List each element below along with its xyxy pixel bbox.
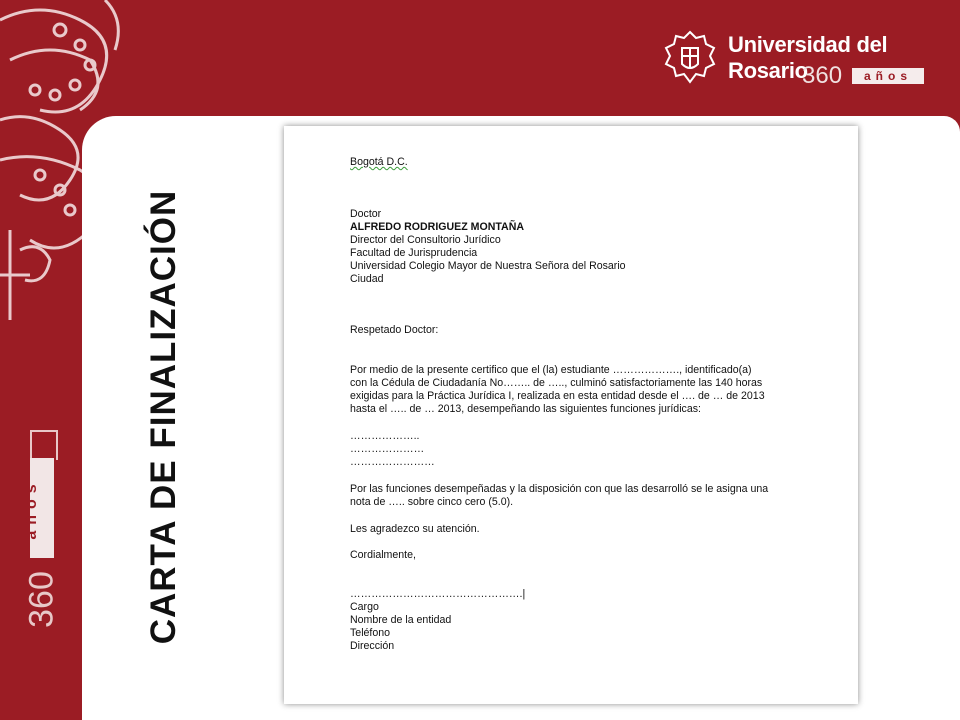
- body-line: Por las funciones desempeñadas y la disposición con que las desarrolló se le asigna una: [350, 483, 769, 495]
- brand-number: 360: [802, 62, 843, 89]
- side-360-logo: [22, 430, 62, 628]
- addressee-line: Universidad Colegio Mayor de Nuestra Señora del Rosario: [350, 260, 626, 272]
- body-line: exigidas para la Práctica Jurídica I, realizada en esta entidad desde el …. de … de 2013: [350, 390, 765, 402]
- body-line: Por medio de la presente certifico que el (la) estudiante ………………., identificado(a): [350, 364, 752, 376]
- signature-field: Cargo: [350, 601, 379, 613]
- dots-line: ………………..: [350, 430, 420, 442]
- side-logo-years: años: [23, 478, 40, 540]
- university-name: Universidad del Rosario: [728, 32, 888, 83]
- letter-city: [350, 156, 408, 169]
- letter-salutation-to: Doctor: [350, 208, 382, 220]
- signature-line: ………………………………………….|: [350, 588, 526, 600]
- dots-line: ……………………: [350, 456, 435, 468]
- letter-addressee-name: [350, 221, 524, 234]
- brand-years: años: [852, 68, 924, 84]
- body-line: con la Cédula de Ciudadanía No…….. de ….., culminó satisfactoriamente las 140 horas: [350, 377, 763, 389]
- addressee-line: Ciudad: [350, 273, 384, 285]
- signature-field: Dirección: [350, 640, 395, 652]
- logo-frame: [30, 430, 58, 460]
- crest-icon: [660, 28, 720, 88]
- letter-greeting: Respetado Doctor:: [350, 324, 439, 336]
- slide-title: CARTA DE FINALIZACIÓN: [144, 189, 183, 645]
- university-logo: [660, 28, 930, 90]
- addressee-line: Facultad de Jurisprudencia: [350, 247, 478, 259]
- city-text: Bogotá D.C.: [350, 156, 408, 168]
- body-line: nota de ….. sobre cinco cero (5.0).: [350, 496, 514, 508]
- letter-closing: Cordialmente,: [350, 549, 416, 561]
- letter-document: [284, 126, 858, 704]
- signature-field: Nombre de la entidad: [350, 614, 452, 626]
- dots-line: …………………: [350, 443, 425, 455]
- addressee-line: Director del Consultorio Jurídico: [350, 234, 501, 246]
- addressee-name-text: ALFREDO RODRIGUEZ MONTAÑA: [350, 221, 524, 233]
- signature-field: Teléfono: [350, 627, 391, 639]
- body-line: hasta el ….. de … 2013, desempeñando las siguientes funciones jurídicas:: [350, 403, 701, 415]
- letter-thanks: Les agradezco su atención.: [350, 523, 480, 535]
- side-logo-number: 360: [22, 571, 61, 628]
